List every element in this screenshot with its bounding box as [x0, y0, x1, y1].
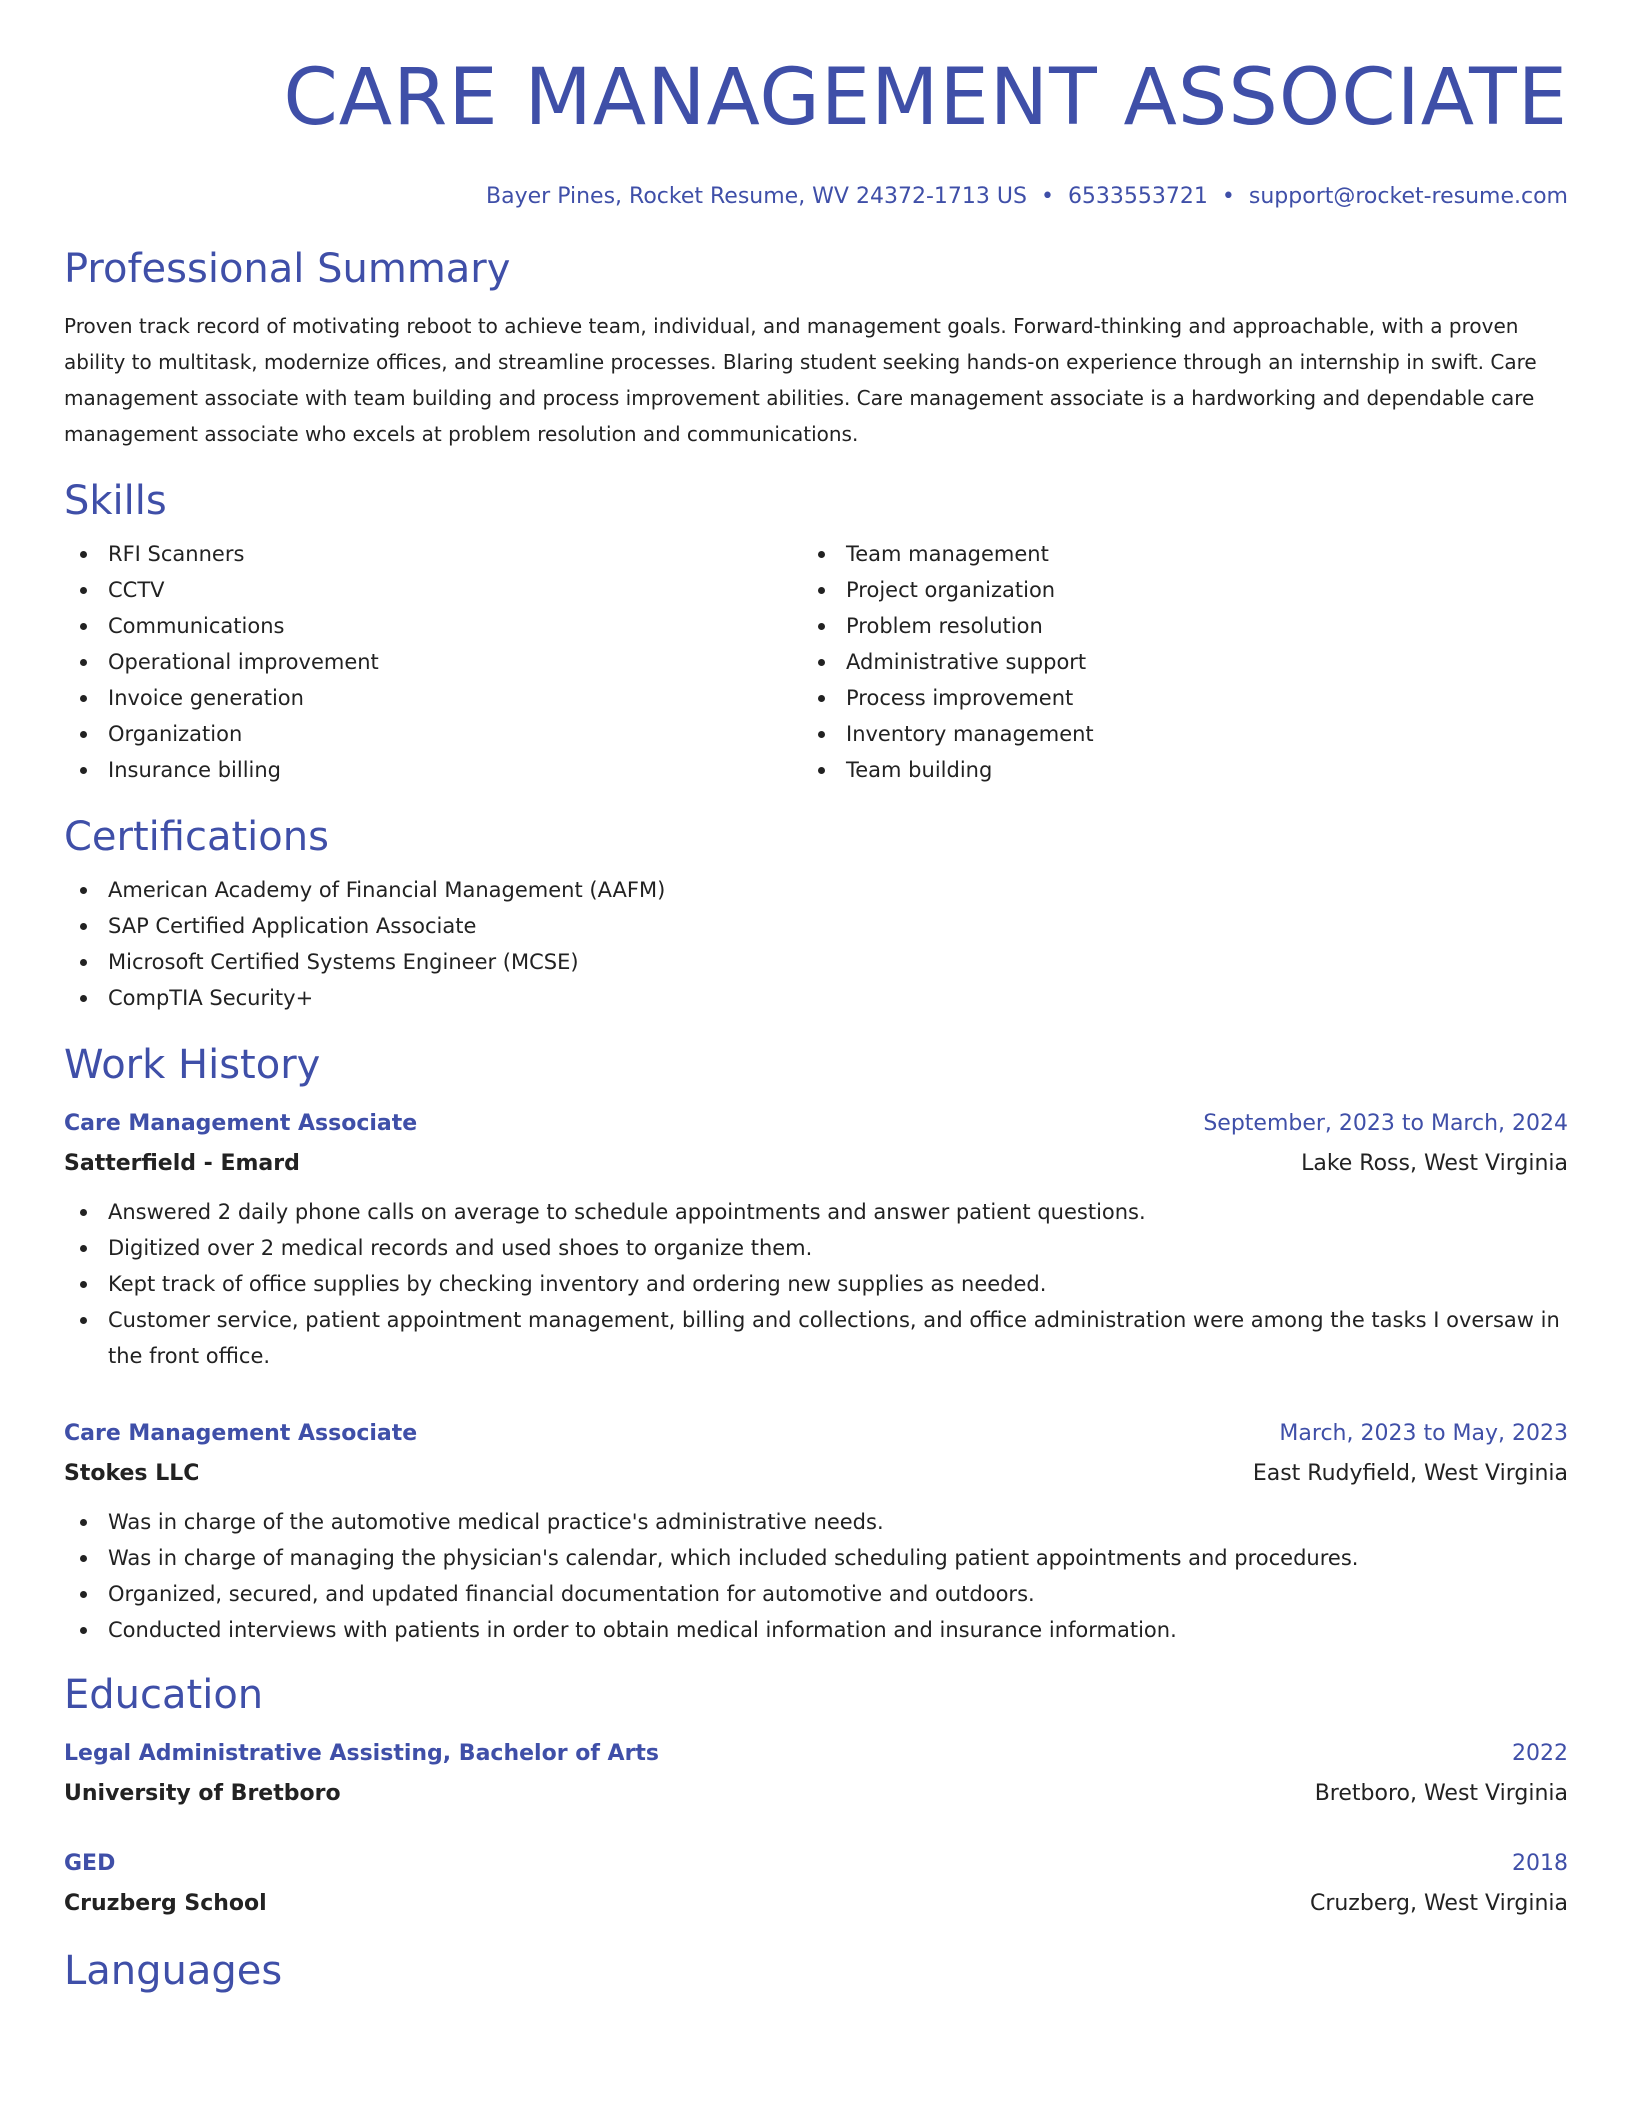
skill-item: Team building — [802, 752, 1540, 788]
education-heading: Education — [64, 1672, 264, 1718]
contact-separator: • — [1221, 184, 1235, 209]
job-company-row — [64, 1454, 1568, 1494]
education-school: Cruzberg School — [64, 1891, 267, 1916]
education-location: Bretboro, West Virginia — [1314, 1781, 1568, 1806]
education-header-row — [64, 1734, 1568, 1774]
skill-item: Invoice generation — [64, 680, 802, 716]
skills-list-right — [802, 536, 1540, 788]
education-degree: Legal Administrative Assisting, Bachelor of Arts — [64, 1741, 660, 1766]
skill-item: Organization — [64, 716, 802, 752]
job-role: Care Management Associate — [64, 1421, 418, 1446]
education-year: 2022 — [1512, 1741, 1568, 1766]
education-year: 2018 — [1512, 1851, 1568, 1876]
skill-item: CCTV — [64, 572, 802, 608]
skill-item: RFI Scanners — [64, 536, 802, 572]
job-entry — [64, 1414, 1568, 1648]
skill-item: Process improvement — [802, 680, 1540, 716]
job-dates: March, 2023 to May, 2023 — [1279, 1421, 1568, 1446]
job-bullet: Conducted interviews with patients in order to obtain medical information and insurance information. — [64, 1612, 1568, 1648]
education-school-row — [64, 1884, 1568, 1924]
summary-section — [64, 244, 1568, 452]
job-bullet: Answered 2 daily phone calls on average to schedule appointments and answer patient questions. — [64, 1194, 1568, 1230]
certifications-heading: Certifications — [64, 814, 329, 860]
certification-item: CompTIA Security+ — [64, 980, 1568, 1016]
certification-item: SAP Certified Application Associate — [64, 908, 1568, 944]
job-company: Satterfield - Emard — [64, 1151, 300, 1176]
work-history-heading: Work History — [64, 1042, 321, 1088]
languages-heading: Languages — [64, 1948, 283, 1994]
skills-grid — [64, 536, 1568, 788]
skill-item: Operational improvement — [64, 644, 802, 680]
education-entry — [64, 1844, 1568, 1924]
skills-section — [64, 476, 1568, 788]
skill-item: Insurance billing — [64, 752, 802, 788]
education-degree: GED — [64, 1851, 116, 1876]
summary-text: Proven track record of motivating reboot to achieve team, individual, and management goals. Forward-thinking and approachable, with a proven ability to multitask, modernize offices, and streamline processes. Blaring student seeking hands-on experience through an internship in swift. Care management associate with team building and process improvement abilities. Care management associate is a hardworking and dependable care management associate who excels at problem resolution and communications. — [64, 314, 1537, 446]
job-location: East Rudyfield, West Virginia — [1252, 1461, 1568, 1486]
job-bullet: Was in charge of managing the physician's calendar, which included scheduling patient appointments and procedures. — [64, 1540, 1568, 1576]
job-bullet: Kept track of office supplies by checking inventory and ordering new supplies as needed. — [64, 1266, 1568, 1302]
contact-address: Bayer Pines, Rocket Resume, WV 24372-1713 US — [486, 184, 1027, 209]
skill-item: Team management — [802, 536, 1540, 572]
contact-email[interactable]: support@rocket-resume.com — [1248, 184, 1568, 209]
job-bullets — [64, 1504, 1568, 1648]
job-bullet: Organized, secured, and updated financial documentation for automotive and outdoors. — [64, 1576, 1568, 1612]
skill-item: Communications — [64, 608, 802, 644]
certification-item: Microsoft Certified Systems Engineer (MCSE) — [64, 944, 1568, 980]
certification-item: American Academy of Financial Management (AAFM) — [64, 872, 1568, 908]
job-bullet: Digitized over 2 medical records and used shoes to organize them. — [64, 1230, 1568, 1266]
job-location: Lake Ross, West Virginia — [1301, 1151, 1568, 1176]
job-company-row — [64, 1144, 1568, 1184]
education-header-row — [64, 1844, 1568, 1884]
skill-item: Project organization — [802, 572, 1540, 608]
resume-header — [64, 50, 1568, 212]
job-bullet: Customer service, patient appointment management, billing and collections, and office administration were among the tasks I oversaw in the front office. — [64, 1302, 1568, 1374]
job-dates: September, 2023 to March, 2024 — [1203, 1111, 1568, 1136]
job-header-row — [64, 1104, 1568, 1144]
skills-list-left — [64, 536, 802, 788]
job-role: Care Management Associate — [64, 1111, 418, 1136]
job-company: Stokes LLC — [64, 1461, 200, 1486]
education-school: University of Bretboro — [64, 1781, 341, 1806]
certifications-list — [64, 872, 1568, 1016]
job-entry — [64, 1104, 1568, 1374]
job-header-row — [64, 1414, 1568, 1454]
contact-phone: 6533553721 — [1067, 184, 1208, 209]
education-school-row — [64, 1774, 1568, 1814]
skill-item: Inventory management — [802, 716, 1540, 752]
summary-heading: Professional Summary — [64, 246, 511, 292]
skills-heading: Skills — [64, 478, 167, 524]
education-entry — [64, 1734, 1568, 1814]
job-bullets — [64, 1194, 1568, 1374]
certifications-section — [64, 812, 1568, 1016]
contact-separator: • — [1040, 184, 1054, 209]
job-title: CARE MANAGEMENT ASSOCIATE — [283, 53, 1568, 143]
skill-item: Administrative support — [802, 644, 1540, 680]
skill-item: Problem resolution — [802, 608, 1540, 644]
work-history-section — [64, 1040, 1568, 1648]
education-location: Cruzberg, West Virginia — [1309, 1891, 1568, 1916]
languages-section — [64, 1946, 1568, 1996]
job-bullet: Was in charge of the automotive medical practice's administrative needs. — [64, 1504, 1568, 1540]
contact-line — [64, 182, 1568, 212]
education-section — [64, 1670, 1568, 1924]
